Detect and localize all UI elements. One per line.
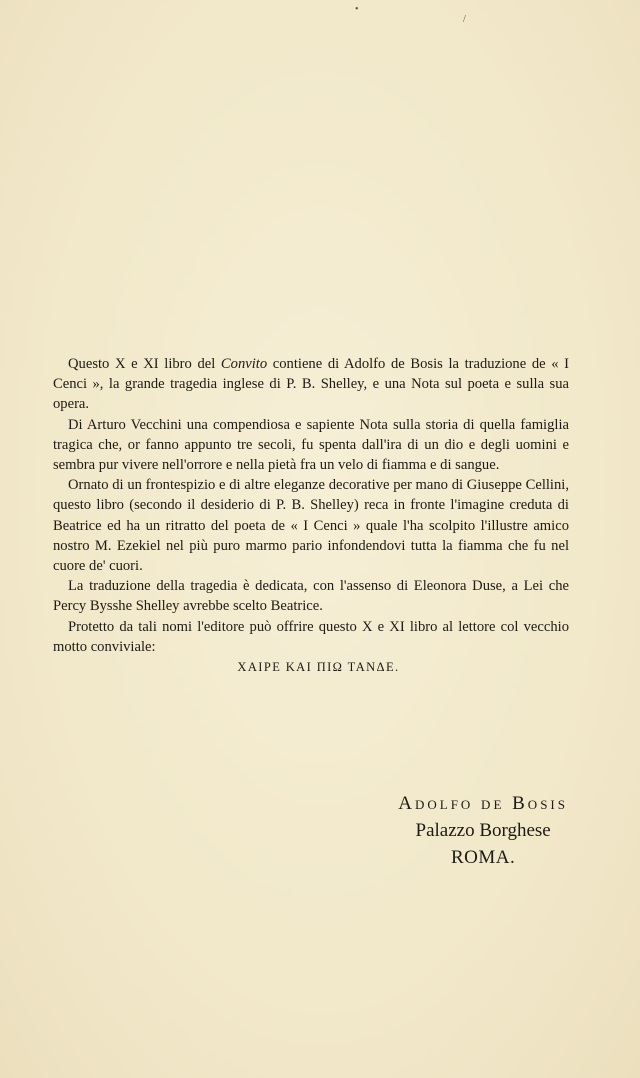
paragraph-3: Ornato di un frontespizio e di altre eleganze decorative per mano di Giuseppe Cellini, questo libro (secondo il desiderio di P. B. Shelley) reca in fronte l'imagine creduta di Beatrice ed ha un ritratto del poeta de « I Cenci » quale l'ha scolpito l'illustre amico nostro M. Ezekiel nel più puro marmo pario infondendovi tutta la fiamma che fu nel cuore de' cuori. <box>53 477 569 575</box>
paragraph-5: Protetto da tali nomi l'editore può offrire questo X e XI libro al lettore col vecchio motto conviviale: <box>53 618 569 655</box>
paragraph-2: Di Arturo Vecchini una compendiosa e sapiente Nota sulla storia di quella famiglia tragica che, or fanno appunto tre secoli, fu spenta dall'ira di un dio e degli uomini e sembra pur vivere nell'orrore e nella pietà fra un velo di fiamma e di sangue. <box>53 416 569 474</box>
signature-block <box>398 790 568 871</box>
greek-motto: ΧΑΙΡΕ ΚΑΙ ΠΙΩ ΤΑΝΔΕ. <box>237 660 400 675</box>
ink-mark: / <box>463 14 466 25</box>
body-text <box>53 354 569 677</box>
author-name: Adolfo de Bosis <box>398 793 568 814</box>
city: ROMA. <box>450 847 516 868</box>
ink-speck: • <box>355 4 359 15</box>
paragraph-1: Questo X e XI libro del Convito contiene di Adolfo de Bosis la traduzione de « I Cenci », la grande tragedia inglese di P. B. Shelley, e una Nota sul poeta e sulla sua opera. <box>53 356 570 413</box>
paragraph-4: La traduzione della tragedia è dedicata, con l'assenso di Eleonora Duse, a Lei che Percy Bysshe Shelley avrebbe scelto Beatrice. <box>53 578 569 615</box>
convito-title: Convito <box>220 356 268 372</box>
address: Palazzo Borghese <box>415 820 551 841</box>
